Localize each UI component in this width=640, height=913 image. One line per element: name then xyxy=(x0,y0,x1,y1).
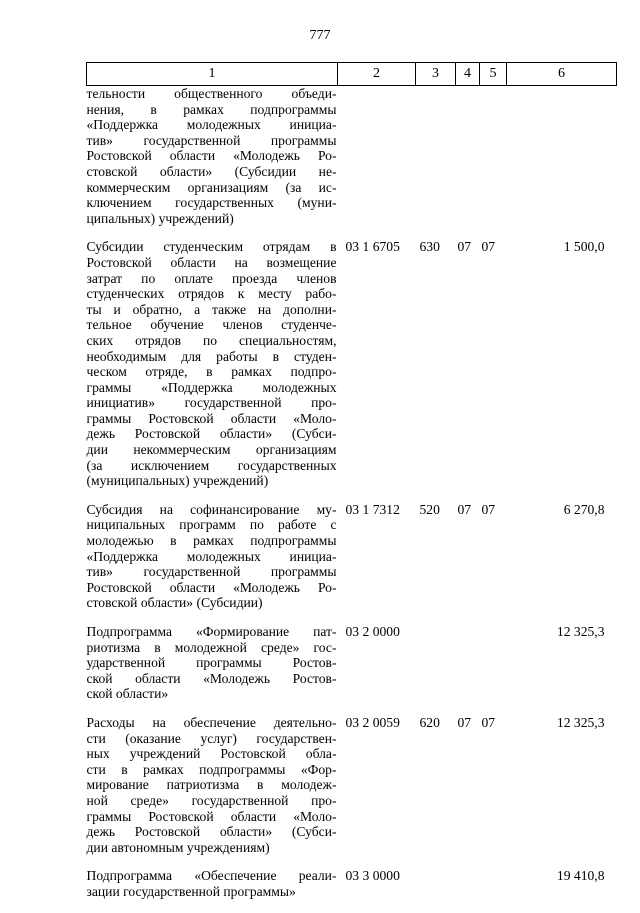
target-article-code: 03 2 0000 xyxy=(345,624,400,639)
description-line: риотизма в молодежной среде» гос- xyxy=(86,639,337,655)
description-line: Ростовской области «Молодежь Ро- xyxy=(86,148,337,164)
amount: 12 325,3 xyxy=(556,714,605,730)
description-line: стовской области» (Субсидии не- xyxy=(86,163,337,179)
amount: 1 500,0 xyxy=(563,239,605,255)
expense-type: 630 xyxy=(419,239,440,255)
table-row xyxy=(87,239,617,502)
table-body xyxy=(87,86,617,913)
subsection xyxy=(480,868,507,912)
description-line: ключением государственных (муни- xyxy=(86,195,337,211)
description-line: дии автономным учреждениям) xyxy=(86,839,270,855)
description-line: Ростовской области на возмещение xyxy=(86,254,337,270)
description-line: Субсидия на софинансирование му- xyxy=(86,501,337,517)
description-line: инициатив» государственной про- xyxy=(86,395,337,411)
target-article-code: 03 1 7312 xyxy=(345,501,400,517)
description-line: Ростовской области «Молодежь Ро- xyxy=(86,579,337,595)
target-article-code: 03 2 0059 xyxy=(345,714,400,730)
description-line: Подпрограмма «Обеспечение реали- xyxy=(86,868,337,884)
description-line: ных учреждений Ростовской обла- xyxy=(86,746,337,762)
table-row xyxy=(87,502,617,624)
expense-type: 620 xyxy=(419,714,440,730)
description-line: затрат по оплате проезда членов xyxy=(86,270,337,286)
section: 07 xyxy=(457,714,472,730)
amount xyxy=(507,86,617,240)
subsection xyxy=(480,86,507,240)
section: 07 xyxy=(457,501,472,517)
table-header xyxy=(87,63,617,86)
section: 07 xyxy=(457,239,472,255)
subsection: 07 xyxy=(481,501,496,517)
description-line: дежь Ростовской области» (Субси- xyxy=(86,426,337,442)
description-line: ты и обратно, а также на дополни- xyxy=(86,301,337,317)
description-line: граммы Ростовской области «Моло- xyxy=(86,808,337,824)
target-article-code xyxy=(338,86,416,240)
description-line: ской области» xyxy=(86,686,169,702)
target-article-code: 03 1 6705 xyxy=(345,239,400,255)
expense-description xyxy=(87,239,338,502)
expense-description xyxy=(87,715,338,868)
description-line: коммерческим организациям (за ис- xyxy=(86,179,337,195)
description-line: «Поддержка молодежных инициа- xyxy=(86,117,337,133)
description-line: сти в рамках подпрограммы «Фор- xyxy=(86,761,337,777)
section xyxy=(456,86,480,240)
description-line: ной среде» государственной про- xyxy=(86,792,337,808)
expense-description xyxy=(87,502,338,624)
description-line: зации государственной программы» xyxy=(86,883,296,899)
column-header-6: 6 xyxy=(507,63,617,86)
expense-type xyxy=(416,624,456,715)
column-header-5: 5 xyxy=(480,63,507,86)
section xyxy=(456,624,480,715)
expense-type xyxy=(416,86,456,240)
description-line: Подпрограмма «Формирование пат- xyxy=(86,624,337,639)
description-line: студенческих отрядов к месту рабо- xyxy=(86,286,337,302)
subsection xyxy=(480,624,507,715)
table-row xyxy=(87,868,617,912)
expense-type: 520 xyxy=(419,501,440,517)
table-row xyxy=(87,715,617,868)
column-header-2: 2 xyxy=(338,63,416,86)
budget-table xyxy=(86,62,617,913)
expense-description xyxy=(87,86,338,240)
amount: 19 410,8 xyxy=(556,868,605,884)
description-line: стовской области» (Субсидии) xyxy=(86,595,263,611)
amount: 12 325,3 xyxy=(556,624,605,639)
description-line: ских отрядов по специальностям, xyxy=(86,332,337,348)
description-line: нения, в рамках подпрограммы xyxy=(86,101,337,117)
description-line: Расходы на обеспечение деятельно- xyxy=(86,714,337,730)
expense-description xyxy=(87,624,338,715)
subsection: 07 xyxy=(481,714,496,730)
description-line: ударственной программы Ростов- xyxy=(86,655,337,671)
column-header-4: 4 xyxy=(456,63,480,86)
description-line: тив» государственной программы xyxy=(86,132,337,148)
description-line: ской области «Молодежь Ростов- xyxy=(86,670,337,686)
description-line: мирование патриотизма в молодеж- xyxy=(86,777,337,793)
description-line: дии некоммерческим организациям xyxy=(86,442,337,458)
subsection: 07 xyxy=(481,239,496,255)
description-line: (за исключением государственных xyxy=(86,457,337,473)
description-line: тив» государственной программы xyxy=(86,564,337,580)
expense-description xyxy=(87,868,338,912)
column-header-1: 1 xyxy=(87,63,338,86)
description-line: «Поддержка молодежных инициа- xyxy=(86,548,337,564)
description-line: дежь Ростовской области» (Субси- xyxy=(86,824,337,840)
table-row xyxy=(87,624,617,715)
description-line: Субсидии студенческим отрядам в xyxy=(86,239,337,255)
description-line: тельности общественного объеди- xyxy=(86,86,337,101)
description-line: сти (оказание услуг) государствен- xyxy=(86,730,337,746)
description-line: молодежью в рамках подпрограммы xyxy=(86,533,337,549)
description-line: ципальных) учреждений) xyxy=(86,210,234,226)
page-number: 777 xyxy=(309,28,331,43)
target-article-code: 03 3 0000 xyxy=(345,868,400,884)
description-line: необходимым для работы в студен- xyxy=(86,348,337,364)
description-line: (муниципальных) учреждений) xyxy=(86,473,269,489)
description-line: ческом отряде, в рамках подпро- xyxy=(86,364,337,380)
expense-type xyxy=(416,868,456,912)
description-line: тельное обучение членов студенче- xyxy=(86,317,337,333)
description-line: граммы «Поддержка молодежных xyxy=(86,379,337,395)
section xyxy=(456,868,480,912)
table-row xyxy=(87,86,617,240)
description-line: ниципальных программ по работе с xyxy=(86,517,337,533)
amount: 6 270,8 xyxy=(563,501,605,517)
column-header-3: 3 xyxy=(416,63,456,86)
description-line: граммы Ростовской области «Моло- xyxy=(86,410,337,426)
